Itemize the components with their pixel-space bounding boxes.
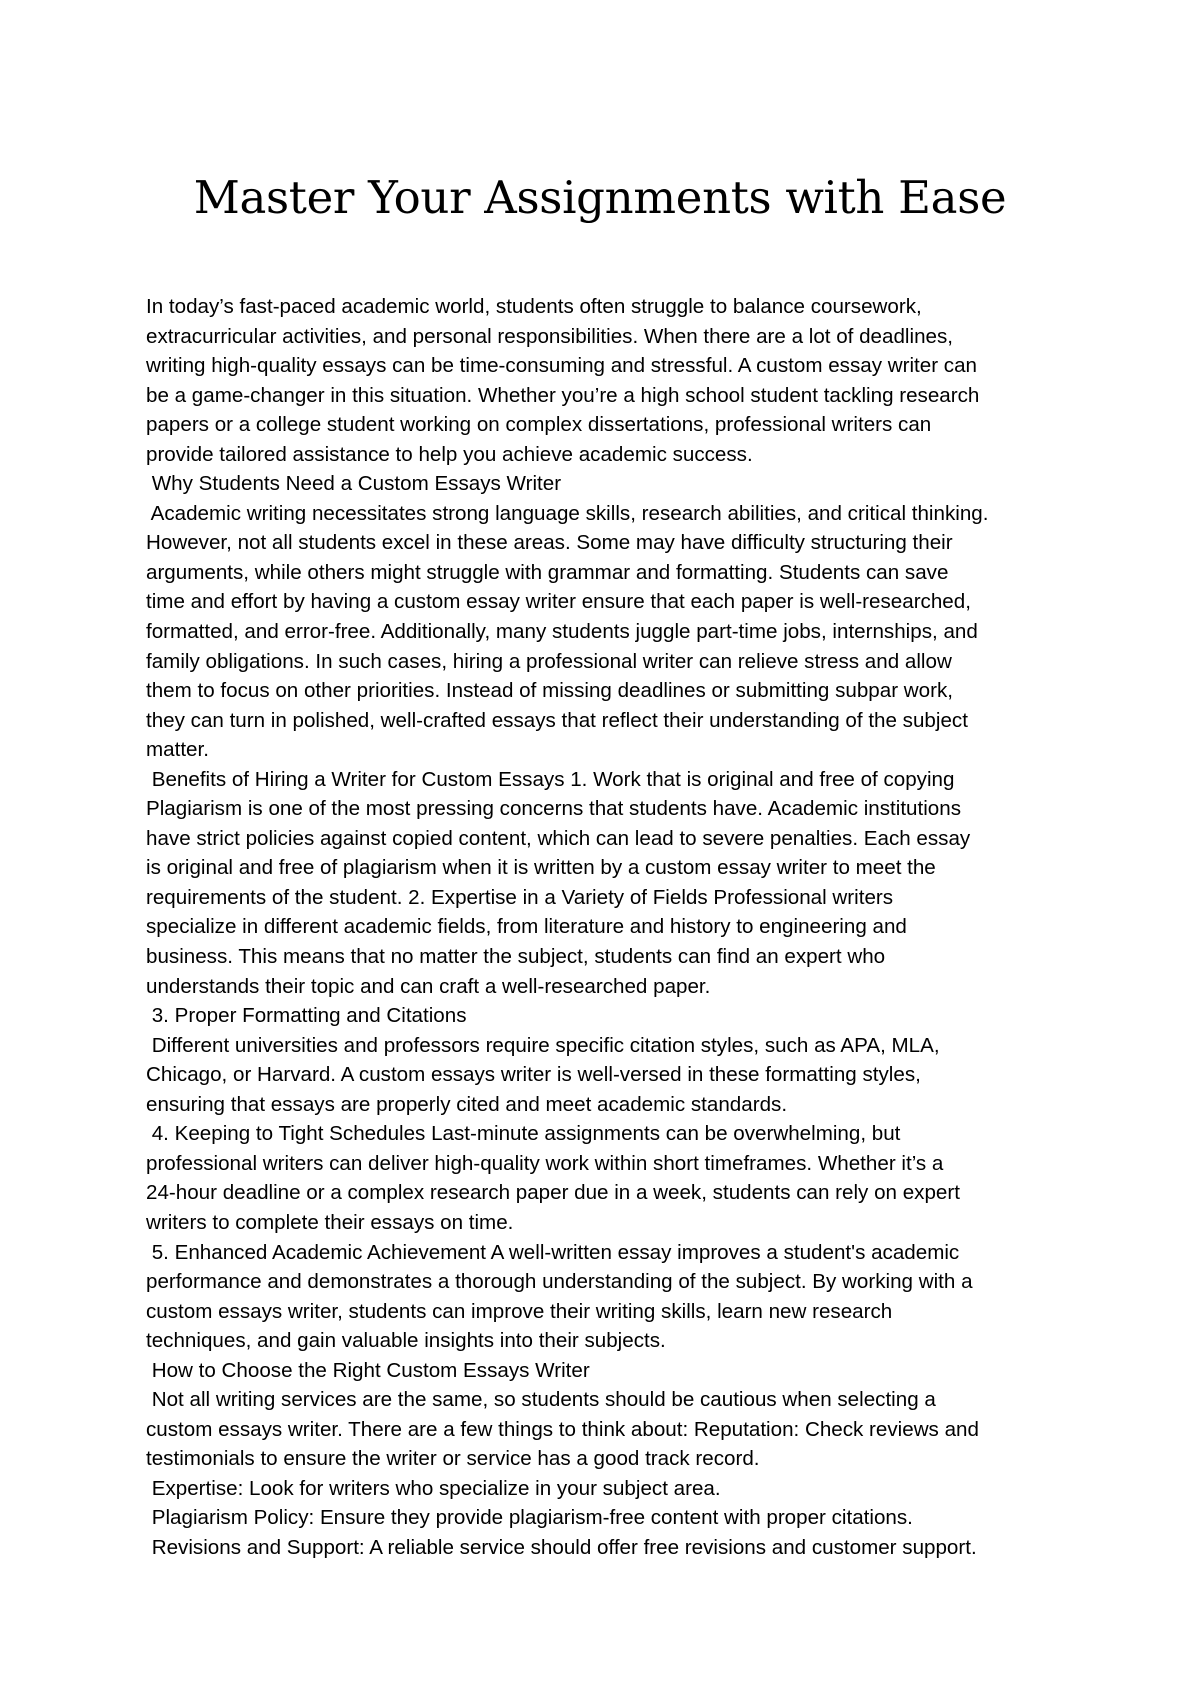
body-text-line: have strict policies against copied content, which can lead to severe penalties. Each essay [146, 826, 971, 850]
body-text-line: provide tailored assistance to help you achieve academic success. [146, 442, 753, 466]
document-title: Master Your Assignments with Ease [193, 171, 1007, 224]
body-text-line: formatted, and error-free. Additionally, many students juggle part-time jobs, internships, and [146, 620, 978, 644]
body-text-line: How to Choose the Right Custom Essays Writer [146, 1358, 590, 1382]
body-text-line: 4. Keeping to Tight Schedules Last-minute assignments can be overwhelming, but [146, 1122, 901, 1146]
body-text-line: Revisions and Support: A reliable service should offer free revisions and customer support. [146, 1535, 977, 1559]
body-text-line: Chicago, or Harvard. A custom essays writer is well-versed in these formatting styles, [146, 1063, 921, 1087]
body-text-line: Academic writing necessitates strong language skills, research abilities, and critical thinking. [146, 501, 989, 525]
body-text-line: arguments, while others might struggle with grammar and formatting. Students can save [146, 560, 949, 584]
body-text-line: family obligations. In such cases, hiring a professional writer can relieve stress and allow [146, 649, 952, 673]
body-text-line: writers to complete their essays on time. [146, 1210, 514, 1234]
body-text-line: However, not all students excel in these areas. Some may have difficulty structuring their [146, 531, 953, 555]
body-text-line: Benefits of Hiring a Writer for Custom Essays 1. Work that is original and free of copying [146, 767, 955, 791]
body-text-line: In today’s fast-paced academic world, students often struggle to balance coursework, [146, 295, 922, 318]
body-text-line: time and effort by having a custom essay writer ensure that each paper is well-researched, [146, 590, 971, 614]
body-text-line: Not all writing services are the same, so students should be cautious when selecting a [146, 1388, 936, 1412]
body-text-line: is original and free of plagiarism when it is written by a custom essay writer to meet the [146, 856, 936, 880]
body-text-line: custom essays writer, students can improve their writing skills, learn new research [146, 1299, 893, 1323]
body-text-line: performance and demonstrates a thorough understanding of the subject. By working with a [146, 1270, 973, 1294]
body-text-line: Plagiarism Policy: Ensure they provide plagiarism-free content with proper citations. [146, 1506, 913, 1530]
body-text-line: be a game-changer in this situation. Whether you’re a high school student tackling research [146, 383, 980, 407]
body-text-line: testimonials to ensure the writer or service has a good track record. [146, 1447, 760, 1471]
body-text-line: them to focus on other priorities. Instead of missing deadlines or submitting subpar work, [146, 679, 953, 703]
body-text-line: papers or a college student working on complex dissertations, professional writers can [146, 413, 932, 437]
body-text-line: business. This means that no matter the subject, students can find an expert who [146, 945, 886, 969]
body-text-line: extracurricular activities, and personal responsibilities. When there are a lot of deadlines, [146, 324, 953, 348]
body-text-line: requirements of the student. 2. Expertise in a Variety of Fields Professional writers [146, 885, 894, 909]
body-text-line: ensuring that essays are properly cited and meet academic standards. [146, 1092, 788, 1116]
body-text-line: Expertise: Look for writers who specialize in your subject area. [146, 1476, 721, 1500]
body-text-line: 3. Proper Formatting and Citations [146, 1004, 467, 1028]
body-text-line: they can turn in polished, well-crafted essays that reflect their understanding of the subject [146, 708, 968, 732]
body-text-line: matter. [146, 738, 209, 762]
body-text-line: Plagiarism is one of the most pressing concerns that students have. Academic institutions [146, 797, 962, 821]
body-text-line: writing high-quality essays can be time-consuming and stressful. A custom essay writer can [146, 354, 977, 378]
document-body [146, 292, 1066, 1563]
body-text-line: Different universities and professors require specific citation styles, such as APA, MLA, [146, 1033, 940, 1057]
body-text-line: 5. Enhanced Academic Achievement A well-written essay improves a student's academic [146, 1240, 960, 1264]
body-text-line: Why Students Need a Custom Essays Writer [146, 472, 562, 496]
body-text-line: professional writers can deliver high-quality work within short timeframes. Whether it’s a [146, 1151, 944, 1175]
body-text-line: custom essays writer. There are a few things to think about: Reputation: Check reviews and [146, 1417, 979, 1441]
body-text-line: understands their topic and can craft a well-researched paper. [146, 974, 711, 998]
body-text-line: specialize in different academic fields, from literature and history to engineering and [146, 915, 907, 939]
body-text-line: techniques, and gain valuable insights into their subjects. [146, 1329, 666, 1353]
body-text-line: 24-hour deadline or a complex research paper due in a week, students can rely on expert [146, 1181, 960, 1205]
